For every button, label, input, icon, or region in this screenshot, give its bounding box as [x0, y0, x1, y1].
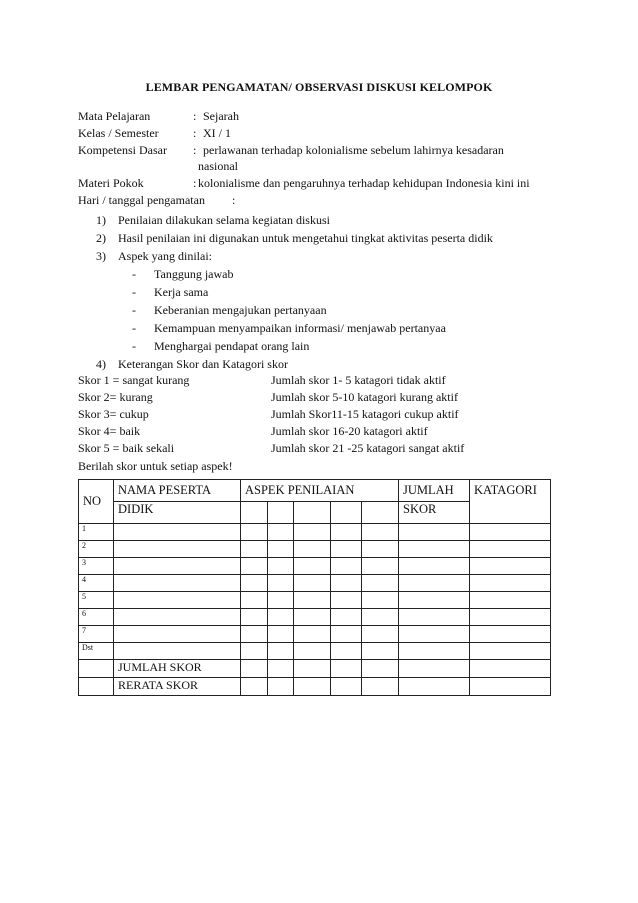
table-row [79, 626, 551, 643]
row-number: 3 [79, 558, 114, 575]
table-row [79, 524, 551, 541]
instruction-number: 2) [96, 231, 106, 245]
instruction-text: Aspek yang dinilai: [118, 249, 212, 263]
aspect-item [132, 303, 327, 318]
aspect-text: Kemampuan menyampaikan informasi/ menjawab pertanyaa [154, 321, 446, 335]
score-range: Jumlah skor 1- 5 katagori tidak aktif [271, 373, 446, 387]
aspect-dash: - [132, 285, 136, 299]
table-row [79, 609, 551, 626]
page-title: LEMBAR PENGAMATAN/ OBSERVASI DISKUSI KELOMPOK [145, 80, 493, 94]
table-row [79, 592, 551, 609]
aspect-dash: - [132, 321, 136, 335]
observation-table [78, 479, 551, 696]
meta-sep: : [193, 176, 197, 190]
aspect-col-header [268, 502, 294, 524]
aspect-item [132, 339, 309, 354]
header-name-cont: DIDIK [114, 502, 241, 524]
row-number: 6 [79, 609, 114, 626]
meta-value-class: XI / 1 [203, 126, 231, 140]
score-label: Skor 3= cukup [78, 407, 149, 421]
prompt-text: Berilah skor untuk setiap aspek! [78, 459, 233, 473]
aspect-text: Keberanian mengajukan pertanyaan [154, 303, 327, 317]
meta-label-competence: Kompetensi Dasar [78, 143, 167, 157]
meta-value-competence-cont: nasional [198, 159, 238, 173]
table-row [79, 541, 551, 558]
instruction-text: Keterangan Skor dan Katagori skor [118, 357, 288, 371]
meta-sep: : [193, 109, 197, 123]
score-range: Jumlah skor 21 -25 katagori sangat aktif [271, 441, 465, 455]
meta-value-topic: kolonialisme dan pengaruhnya terhadap kehidupan Indonesia kini ini [198, 176, 530, 190]
score-label: Skor 2= kurang [78, 390, 153, 404]
aspect-text: Menghargai pendapat orang lain [154, 339, 310, 353]
total-row [79, 660, 551, 678]
header-aspect: ASPEK PENILAIAN [241, 480, 399, 502]
total-score-label: JUMLAH SKOR [114, 660, 241, 678]
aspect-dash: - [132, 267, 136, 281]
table-row [79, 643, 551, 660]
aspect-col-header [294, 502, 331, 524]
score-range: Jumlah Skor11-15 katagori cukup aktif [271, 407, 459, 421]
aspect-item [132, 321, 446, 336]
aspect-dash: - [132, 303, 136, 317]
score-range: Jumlah skor 16-20 katagori aktif [271, 424, 428, 438]
meta-value-competence: perlawanan terhadap kolonialisme sebelum lahirnya kesadaran [203, 143, 504, 157]
average-row [79, 678, 551, 696]
aspect-col-header [331, 502, 362, 524]
score-range: Jumlah skor 5-10 katagori kurang aktif [271, 390, 458, 404]
instruction-number: 1) [96, 213, 106, 227]
aspect-item [132, 267, 233, 282]
instruction-item [96, 249, 212, 264]
instruction-number: 3) [96, 249, 106, 263]
meta-label-topic: Materi Pokok [78, 176, 144, 190]
instruction-number: 4) [96, 357, 106, 371]
meta-label-date: Hari / tanggal pengamatan [78, 193, 205, 207]
meta-sep: : [193, 143, 197, 157]
row-number: 7 [79, 626, 114, 643]
table-row [79, 558, 551, 575]
header-category: KATAGORI [470, 480, 551, 524]
meta-label-subject: Mata Pelajaran [78, 109, 151, 123]
header-no: NO [79, 480, 114, 524]
header-total: JUMLAH [399, 480, 470, 502]
meta-value-subject: Sejarah [203, 109, 239, 123]
score-label: Skor 5 = baik sekali [78, 441, 175, 455]
meta-sep: : [232, 193, 236, 207]
row-number: 2 [79, 541, 114, 558]
score-label: Skor 1 = sangat kurang [78, 373, 190, 387]
row-number: 1 [79, 524, 114, 541]
aspect-item [132, 285, 208, 300]
aspect-dash: - [132, 339, 136, 353]
header-total-cont: SKOR [399, 502, 470, 524]
score-label: Skor 4= baik [78, 424, 141, 438]
average-score-label: RERATA SKOR [114, 678, 241, 696]
table-row [79, 575, 551, 592]
header-name: NAMA PESERTA [114, 480, 241, 502]
instruction-text: Hasil penilaian ini digunakan untuk mengetahui tingkat aktivitas peserta didik [118, 231, 493, 245]
instruction-item [96, 213, 330, 228]
instruction-text: Penilaian dilakukan selama kegiatan diskusi [118, 213, 330, 227]
aspect-text: Tanggung jawab [154, 267, 234, 281]
row-number: Dst [79, 643, 114, 660]
aspect-col-header [362, 502, 399, 524]
aspect-text: Kerja sama [154, 285, 209, 299]
row-number: 5 [79, 592, 114, 609]
instruction-item [96, 231, 493, 246]
meta-sep: : [193, 126, 197, 140]
instruction-item [96, 357, 288, 372]
aspect-col-header [241, 502, 268, 524]
meta-label-class: Kelas / Semester [78, 126, 159, 140]
row-number: 4 [79, 575, 114, 592]
